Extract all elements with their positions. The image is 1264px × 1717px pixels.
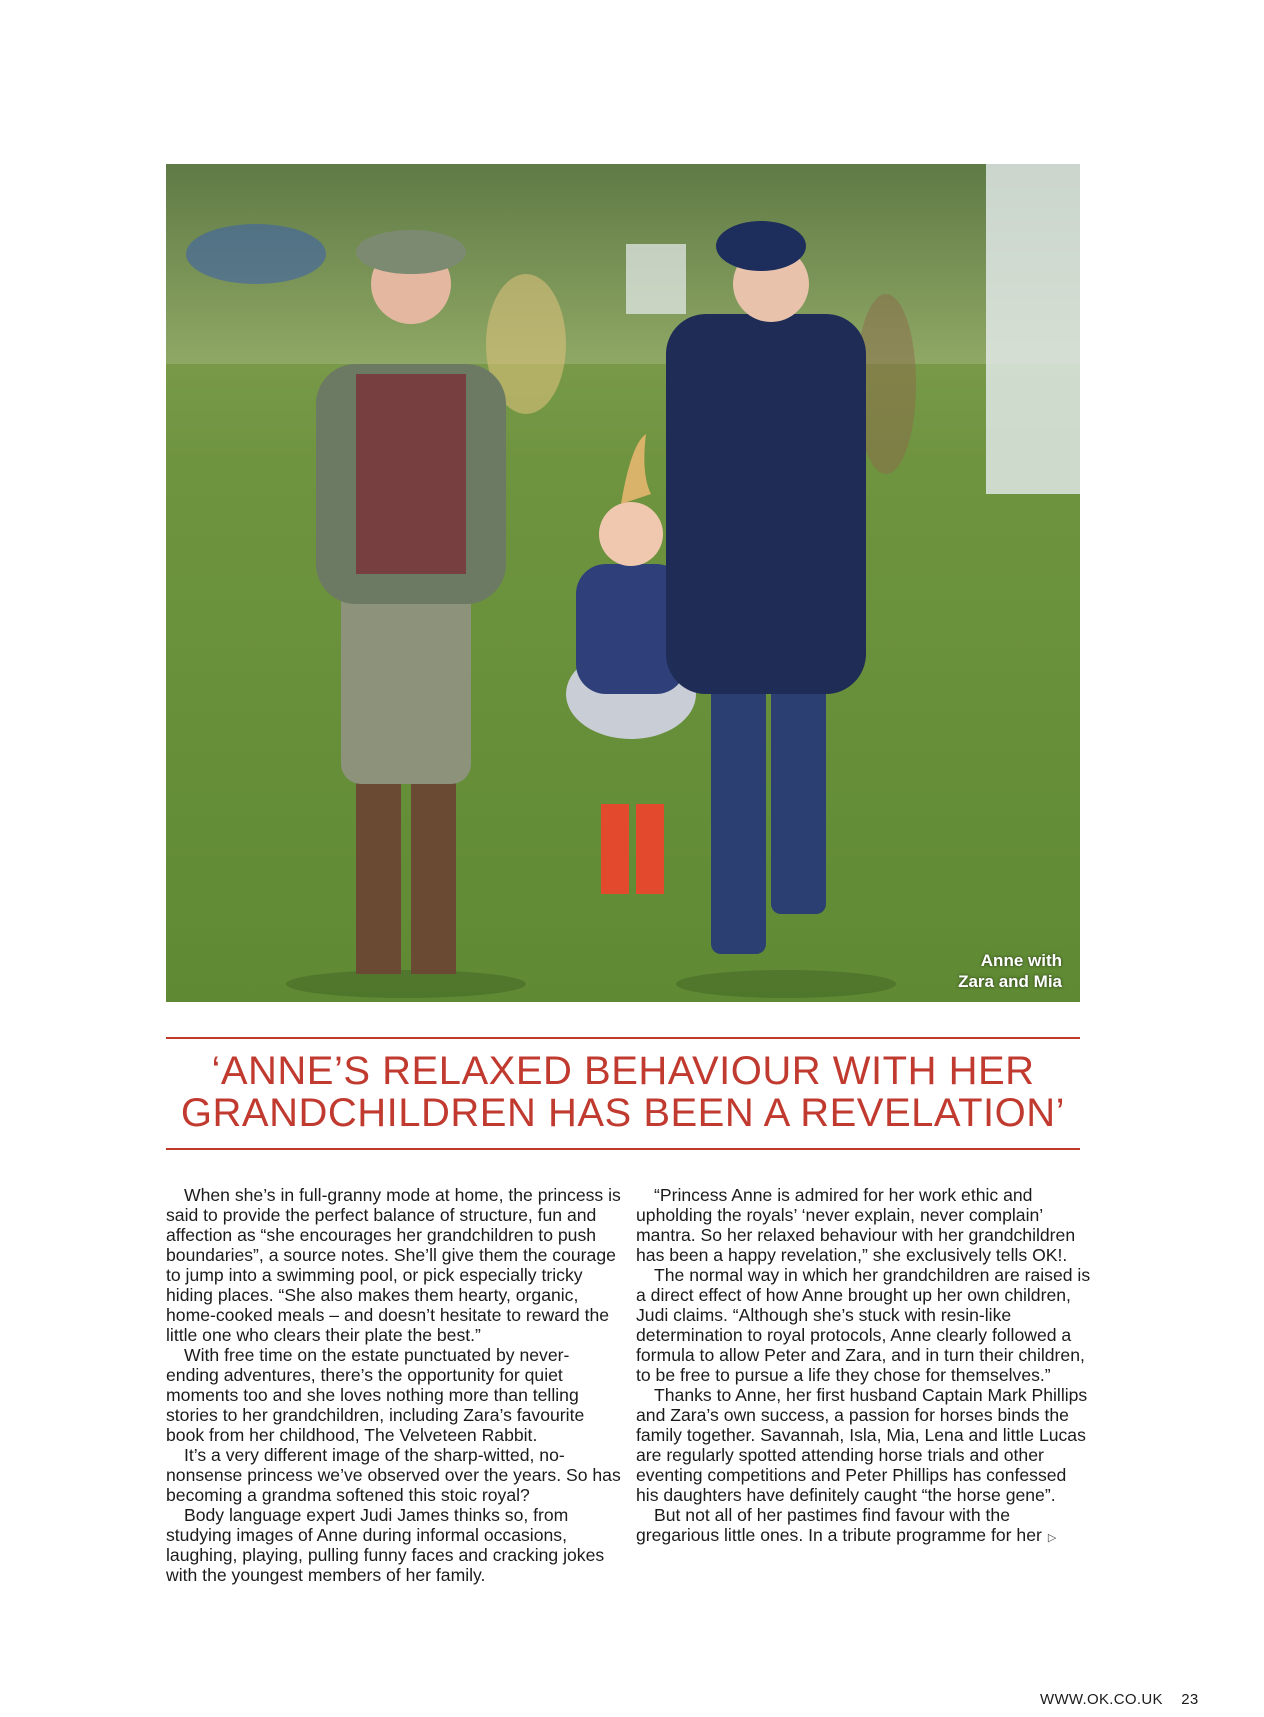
paragraph-text: But not all of her pastimes find favour with the gregarious little ones. In a tribute programme for her (636, 1505, 1042, 1545)
paragraph: Body language expert Judi James thinks so, from studying images of Anne during informal occasions, laughing, playing, pulling funny faces and cracking jokes with the youngest members of her family. (166, 1505, 605, 1585)
headline-line: ‘ANNE’S RELAXED BEHAVIOUR WITH HER (211, 1049, 1035, 1093)
caption-line: Anne with (980, 951, 1062, 970)
paragraph: “Princess Anne is admired for her work ethic and upholding the royals’ ‘never explain, never complain’ mantra. So her relaxed behaviour with her grandchildren has been a happy revelation,” she exclusively tells OK!. (636, 1185, 1076, 1265)
pull-quote-headline (166, 1050, 1080, 1134)
website-url: WWW.OK.CO.UK (1040, 1691, 1163, 1708)
page-footer (1040, 1691, 1199, 1708)
paragraph: The normal way in which her grandchildren are raised is a direct effect of how Anne brought up her own children, Judi claims. “Although she’s stuck with resin-like determination to royal protocols, Anne clearly followed a formula to allow Peter and Zara, and in turn their children, to be free to pursue a life they chose for themselves.” (636, 1265, 1091, 1385)
headline-top-rule (166, 1037, 1080, 1039)
headline-bottom-rule (166, 1148, 1080, 1150)
paragraph: When she’s in full-granny mode at home, the princess is said to provide the perfect balance of structure, fun and affection as “she encourages her grandchildren to push boundaries”, a source notes. She’ll give them the courage to jump into a swimming pool, or pick especially tricky hiding places. “She also makes them hearty, organic, home-cooked meals – and doesn’t hesitate to reward the little one who clears their plate the best.” (166, 1185, 621, 1345)
article-photo (166, 164, 1080, 1002)
caption-line: Zara and Mia (958, 972, 1062, 991)
paragraph: It’s a very different image of the sharp-witted, no-nonsense princess we’ve observed over the years. So has becoming a grandma softened this stoic royal? (166, 1445, 621, 1505)
paragraph (636, 1505, 1091, 1548)
page-number: 23 (1181, 1691, 1199, 1708)
paragraph: Thanks to Anne, her first husband Captain Mark Phillips and Zara’s own success, a passion for horses binds the family together. Savannah, Isla, Mia, Lena and little Lucas are regularly spotted attending horse trials and other eventing competitions and Peter Phillips has confessed his daughters have definitely caught “the horse gene”. (636, 1385, 1088, 1505)
headline-line: GRANDCHILDREN HAS BEEN A REVELATION’ (180, 1091, 1066, 1135)
continue-arrow-icon: ▷ (1047, 1532, 1057, 1544)
article-column-left (166, 1185, 621, 1585)
paragraph: With free time on the estate punctuated by never-ending adventures, there’s the opportunity for quiet moments too and she loves nothing more than telling stories to her grandchildren, including Zara’s favourite book from her childhood, The Velveteen Rabbit. (166, 1345, 585, 1445)
family-walk-photo-icon (166, 164, 1080, 1002)
photo-caption (958, 950, 1062, 992)
article-column-right (636, 1185, 1091, 1548)
